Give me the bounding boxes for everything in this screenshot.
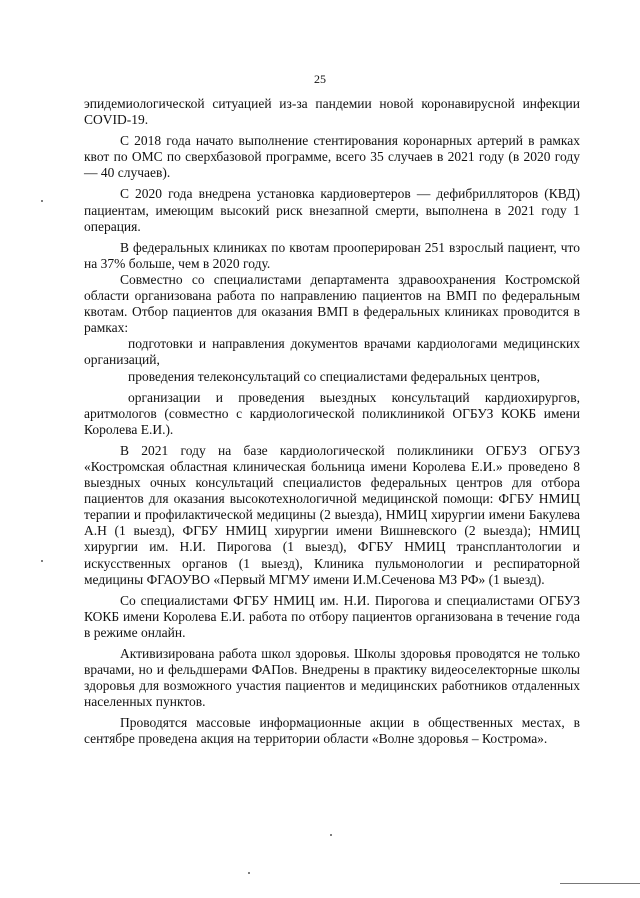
scan-speck — [248, 872, 250, 874]
paragraph-field-visits-2021: В 2021 году на базе кардиологической поликлиники ОГБУЗ ОГБУЗ «Костромская областная клиническая больница имени Королева Е.И.» проведено 8 выездных очных консультаций специалистов федеральных центров для отбора пациентов для оказания высокотехнологичной медицинской помощи: ФГБУ НМИЦ терапии и профилактической медицины (2 выезда), НМИЦ хирургии имени Бакулева А.Н (1 выезд), ФГБУ НМИЦ хирургии имени Вишневского (2 выезда); НМИЦ хирургии им. Н.И. Пирогова (1 выезд), ФГБУ НМИЦ трансплантологии и искусственных органов (1 выезд), Клиника пульмонологии и респираторной медицины ФГАОУВО «Первый МГМУ имени И.М.Сеченова МЗ РФ» (1 выезд). — [84, 442, 580, 587]
list-item-teleconsultations: проведения телеконсультаций со специалистами федеральных центров, — [128, 368, 541, 384]
scan-speck — [41, 200, 43, 202]
paragraph-online-selection: Со специалистами ФГБУ НМИЦ им. Н.И. Пирогова и специалистами ОГБУЗ КОКБ имени Королева Е.И. работа по отбору пациентов организована в течение года в режиме онлайн. — [84, 592, 580, 640]
paragraph-stenting: С 2018 года начато выполнение стентирования коронарных артерий в рамках квот по ОМС по сверхбазовой программе, всего 35 случаев в 2021 году (в 2020 году — 40 случаев). — [84, 133, 580, 181]
scan-speck — [41, 560, 43, 562]
paragraph-vmp-referral: Совместно со специалистами департамента здравоохранения Костромской области организована работа по направлению пациентов на ВМП по федеральным квотам. Отбор пациентов для оказания ВМП в федеральных клиниках проводится в рамках: — [84, 271, 580, 336]
list-item-field-consultations: организации и проведения выездных консультаций кардиохирургов, аритмологов (совместно с кардиологической поликлиникой ОГБУЗ КОКБ имени Королева Е.И.). — [84, 389, 580, 437]
scan-speck — [330, 834, 332, 836]
page-number: 25 — [314, 72, 326, 86]
paragraph-icd-implantation: С 2020 года внедрена установка кардиовертеров — дефибрилляторов (КВД) пациентам, имеющим высокий риск внезапной смерти, выполнена в 2021 году 1 операция. — [84, 186, 580, 234]
paragraph-federal-quotas: В федеральных клиниках по квотам прооперирован 251 взрослый пациент, что на 37% больше, чем в 2020 году. — [84, 239, 580, 271]
page-edge-line — [560, 883, 640, 884]
paragraph-info-campaigns: Проводятся массовые информационные акции в общественных местах, в сентябре проведена акция на территории области «Волне здоровья – Кострома». — [84, 715, 580, 747]
paragraph-health-schools: Активизирована работа школ здоровья. Школы здоровья проводятся не только врачами, но и фельдшерами ФАПов. Внедрены в практику видеоселекторные школы здоровья для возможного участия пациентов и медицинских работников отдаленных населенных пунктов. — [84, 646, 580, 710]
list-item-documents: подготовки и направления документов врачами кардиологами медицинских организаций, — [84, 336, 580, 368]
document-body — [84, 96, 580, 748]
paragraph-covid-context: эпидемиологической ситуацией из-за пандемии новой коронавирусной инфекции COVID-19. — [84, 96, 580, 128]
